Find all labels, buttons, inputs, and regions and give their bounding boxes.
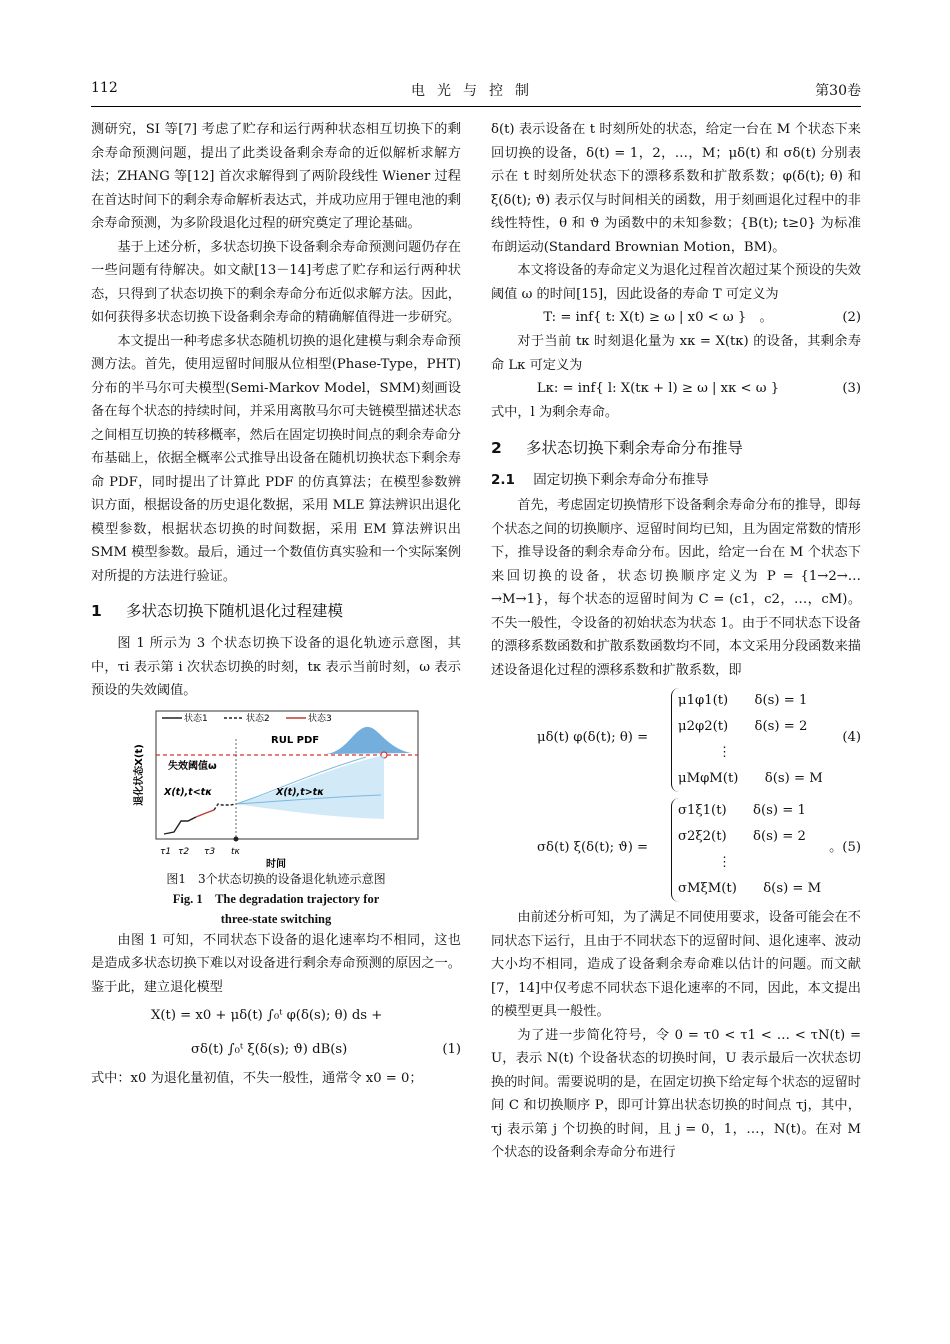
section-title: 多状态切换下随机退化过程建模 [125,602,343,620]
piecewise-cases [671,798,821,902]
figure-caption-cn: 图1 3个状态切换的设备退化轨迹示意图 [166,871,386,886]
equation-number: 。(5) [829,840,861,855]
equation-4 [491,686,861,796]
equation-number: (4) [842,730,861,745]
past-label: X(t),t<tκ [164,786,212,798]
right-column [491,118,861,1165]
paragraph: 对于当前 tκ 时刻退化量为 xκ = X(tκ) 的设备，其剩余寿命 Lκ 可定义为 [491,334,861,373]
subsection-title: 固定切换下剩余寿命分布推导 [533,471,709,488]
subsection-number: 2.1 [491,471,515,488]
figure-caption-en: three-state switching [220,911,332,926]
case-row: μMφM(t) δ(s) = M [678,771,823,786]
paragraph: 为了进一步简化符号，令 0 = τ0 < τ1 < … < τN(t) = U，表示 N(t) 个设备状态的切换时间，U 表示最后一次状态切换的时间。需要说明的是，在固定切换下给定每个状态的逗留时间 C 和切换顺序 P，即可计算出状态切换的时间点 τj，其中，τj 表示第 j 个切换的时间，且 j = 0，1，…，N(t)。在对 M 个状态的设备剩余寿命分布进行 [491,1027,861,1160]
case-row: σ2ξ2(t) δ(s) = 2 [678,829,806,844]
section-number: 2 [491,438,502,457]
equation-1-line2: σδ(t) ∫₀ᵗ ξ(δ(s); ϑ) dB(s) (1) [91,1033,461,1067]
rul-pdf-curve [326,726,411,753]
paragraph: 本文提出一种考虑多状态随机切换的退化建模与剩余寿命预测方法。首先，使用逗留时间服从位相型(Phase-Type，PHT)分布的半马尔可夫模型(Semi-Markov Model，SMM)刻画设备在每个状态的持续时间，并采用离散马尔可夫链模型描述状态之间相互切换的转移概率，然后在固定切换时间点的剩余寿命分布基础上，依据全概率公式推导出设备在随机切换状态下剩余寿命 PDF，同时提出了计算此 PDF 的仿真算法；在模型参数辨识方面，根据设备的历史退化数据，采用 MLE 算法辨识出退化模型参数，根据状态切换的时间数据，采用 EM 算法辨识出 SMM 模型参数。最后，通过一个数值仿真实验和一个实际案例对所提的方法进行验证。 [91,333,461,584]
legend-state3: 状态3 [308,713,332,724]
y-axis-label: 退化状态X(t) [134,743,145,806]
degradation-trajectory-figure [126,709,426,869]
page-number: 112 [91,80,118,96]
legend [162,712,332,724]
equation-5 [491,796,861,906]
case-row: μ2φ2(t) δ(s) = 2 [678,719,808,734]
paragraph: 基于上述分析，多状态切换下设备剩余寿命预测问题仍存在一些问题有待解决。如文献[13－14]考虑了贮存和运行两种状态，只得到了状态切换下的剩余寿命分布近似求解方法。因此，如何获得多状态切换下设备剩余寿命的精确解值得进一步研究。 [91,239,461,325]
section-number: 1 [91,602,102,620]
case-row: ⋮ [718,745,732,760]
x-axis-label: 时间 [266,858,286,869]
tick-tau1: τ1 [160,846,172,857]
legend-state1: 状态1 [184,713,208,724]
case-row: μ1φ1(t) δ(s) = 1 [678,693,808,708]
trajectory-state1 [164,817,196,834]
equation-2: T: = inf{ t: X(t) ≥ ω | x0 < ω } 。 (2) [491,306,861,330]
case-row: σMξM(t) δ(s) = M [678,881,822,896]
equation-number: (1) [442,1042,461,1057]
subsection-heading [491,469,861,493]
figure-caption-en: Fig. 1 The degradation trajectory for [172,891,380,906]
case-row: ⋮ [718,855,732,870]
left-column [91,118,461,1091]
paragraph: 式中，l 为剩余寿命。 [491,405,619,420]
paragraph: δ(t) 表示设备在 t 时刻所处的状态，给定一台在 M 个状态下来回切换的设备，δ(t) = 1，2，…，M；μδ(t) 和 σδ(t) 分别表示在 t 时刻所处状态下的漂移系数和扩散系数；φ(δ(t); θ) 和 ξ(δ(t); ϑ) 表示仅与时间相关的函数，用于刻画退化过程中的非线性特性，θ 和 ϑ 为函数中的未知参数；{B(t); t≥0} 为标准布朗运动(Standard Brownian Motion，BM)。 [491,122,861,255]
paragraph: 图 1 所示为 3 个状态切换下设备的退化轨迹示意图，其中，τi 表示第 i 次状态切换的时刻，tκ 表示当前时刻，ω 表示预设的失效阈值。 [91,636,461,698]
paragraph: 式中：x0 为退化量初值，不失一般性，通常令 x0 = 0； [91,1071,423,1086]
rul-pdf-label: RUL PDF [271,734,320,746]
volume-label: 第30卷 [815,83,861,99]
current-time-dot [234,836,239,841]
legend-state2: 状态2 [246,713,270,724]
equation-lhs: μδ(t) φ(δ(t); θ) = [537,730,649,745]
equation-1-line1: X(t) = x0 + μδ(t) ∫₀ᵗ φ(δ(s); θ) ds + [151,1008,383,1023]
tick-tau2: τ2 [178,846,190,857]
header-rule [91,106,861,107]
trajectory-state3 [196,810,214,817]
tick-tk: tκ [231,846,240,857]
equation-lhs: σδ(t) ξ(δ(t); ϑ) = [537,840,649,855]
tick-tau3: τ3 [204,846,216,857]
equation-number: (2) [842,310,861,325]
paragraph: 由前述分析可知，为了满足不同使用要求，设备可能会在不同状态下运行，且由于不同状态下的逗留时间、退化速率、波动大小均不相同，造成了设备剩余寿命难以估计的问题。而文献[7，14]中仅考虑不同状态下退化速率的不同，因此，本文提出的模型更具一般性。 [491,910,861,1019]
figure-1 [126,709,426,869]
threshold-label: 失效阈值ω [168,760,217,772]
running-header [91,80,861,104]
equation-3: Lκ: = inf{ l: X(tκ + l) ≥ ω | xκ < ω } (3) [491,377,861,401]
piecewise-cases [671,688,823,792]
paragraph: 本文将设备的寿命定义为退化过程首次超过某个预设的失效阈值 ω 的时间[15]，因此设备的寿命 T 可定义为 [491,263,861,302]
paragraph: 测研究，SI 等[7] 考虑了贮存和运行两种状态相互切换下的剩余寿命预测问题，提出了此类设备剩余寿命的近似解析求解方法；ZHANG 等[12] 首次求解得到了两阶段线性 Wiener 过程在首达时间下的剩余寿命解析表达式，并成功应用于锂电池的剩余寿命预测，为多阶段退化过程的研究奠定了理论基础。 [91,122,461,231]
future-label: X(t),t>tκ [276,786,324,798]
paragraph: 由图 1 可知，不同状态下设备的退化速率均不相同，这也是造成多状态切换下难以对设备进行剩余寿命预测的原因之一。鉴于此，建立退化模型 [91,932,461,995]
case-row: σ1ξ1(t) δ(s) = 1 [678,803,806,818]
paragraph: 首先，考虑固定切换情形下设备剩余寿命分布的推导，即每个状态之间的切换顺序、逗留时间均已知，且为固定常数的情形下，推导设备的剩余寿命分布。因此，给定一台在 M 个状态下来回切换的设备，状态切换顺序定义为 P = {1→2→…→M→1}，每个状态的逗留时间为 C = (c1，c2，…，cM)。不失一般性，令设备的初始状态为状态 1。由于不同状态下设备的漂移系数函数和扩散系数函数均不同，本文采用分段函数来描述设备退化过程的漂移系数和扩散系数，即 [491,498,861,678]
journal-name: 电光与控制 [411,83,541,99]
equation-number: (3) [842,381,861,396]
trajectory-state2 [214,804,236,810]
section-heading [491,435,861,461]
section-heading [91,598,461,624]
section-title: 多状态切换下剩余寿命分布推导 [525,438,743,457]
